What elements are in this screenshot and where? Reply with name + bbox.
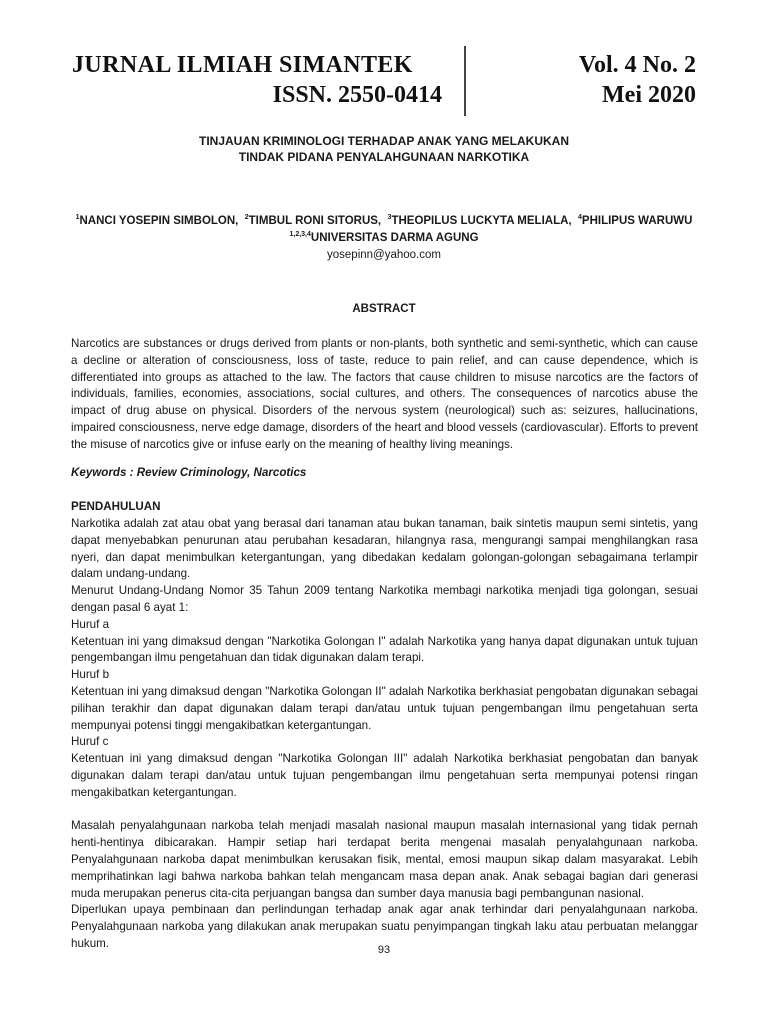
paragraph: Menurut Undang-Undang Nomor 35 Tahun 2009 tentang Narkotika membagi narkotika menjadi tiga golongan, sesuai dengan pasal 6 ayat 1:	[71, 584, 698, 614]
title-line-1: TINJAUAN KRIMINOLOGI TERHADAP ANAK YANG MELAKUKAN	[198, 134, 569, 148]
paragraph: Narkotika adalah zat atau obat yang berasal dari tanaman atau bukan tanaman, baik sintetis maupun semi sintetis, yang dapat menyebabkan penurunan atau perubahan kesadaran, hilangnya rasa, mengurangi sampai menghilangkan rasa nyeri, dan dapat menimbulkan ketergantungan, yang dibedakan kedalam golongan-golongan sebagaimana terlampir dalam undang-undang.	[71, 517, 698, 581]
author-email: yosepinn@yahoo.com	[327, 249, 441, 261]
paragraph: Masalah penyalahgunaan narkoba telah menjadi masalah nasional maupun masalah internasional yang tidak pernah henti-hentinya dibicarakan. Hampir setiap hari terdapat berita mengenai masalah penyalahgunaan narkoba. Penyalahgunaan narkoba dapat menimbulkan kerusakan fisik, mental, emosi maupun sikap dalam masyarakat. Lebih memprihatinkan lagi bahwa narkoba bahkan telah mengancam masa depan anak. Anak sebagai bagian dari generasi muda merupakan penerus cita-cita perjuangan bangsa dan sumber daya manusia bagi pembangunan nasional.	[71, 819, 698, 900]
keywords: Keywords : Review Criminology, Narcotics	[71, 466, 307, 479]
paragraph: Huruf a	[71, 617, 110, 631]
paragraph: Ketentuan ini yang dimaksud dengan "Narkotika Golongan III" adalah Narkotika berkhasiat pengobatan dan banyak digunakan dalam terapi dan/atau untuk tujuan pengembangan ilmu pengetahuan serta mempunyai potensi ringan mengakibatkan ketergantungan.	[71, 752, 698, 799]
author-list	[70, 213, 698, 229]
journal-name: JURNAL ILMIAH SIMANTEK	[72, 52, 413, 78]
journal-header-left	[72, 50, 442, 110]
title-line-2: TINDAK PIDANA PENYALAHGUNAAN NARKOTIKA	[238, 150, 530, 164]
author-4-sup: 4	[578, 214, 582, 222]
author-3-sup: 3	[387, 214, 392, 222]
author-1: NANCI YOSEPIN SIMBOLON,	[79, 215, 239, 227]
paragraph: Huruf c	[71, 735, 109, 749]
author-4: PHILIPUS WARUWU	[581, 215, 693, 227]
author-2-sup: 2	[244, 214, 249, 222]
affiliation-sup: 1,2,3,4	[289, 231, 311, 239]
paragraph: Diperlukan upaya pembinaan dan perlindungan terhadap anak agar anak terhindar dari penyalahgunaan narkoba. Penyalahgunaan narkoba yang dilakukan anak merupakan suatu penyimpangan tingkah laku atau perbuatan melanggar hukum.	[71, 903, 698, 950]
header-divider	[464, 46, 466, 116]
paragraph: Ketentuan ini yang dimaksud dengan "Narkotika Golongan I" adalah Narkotika yang hanya dapat digunakan untuk tujuan pengembangan ilmu pengetahuan dan tidak digunakan dalam terapi.	[71, 634, 698, 665]
abstract-text: Narcotics are substances or drugs derived from plants or non-plants, both synthetic and semi-synthetic, which can cause a decline or alteration of consciousness, loss of taste, reduce to pain relief, and can cause dependence, which is differentiated into groups as attached to the law. The factors that cause children to misuse narcotics are the factors of individuals, families, economies, associations, social cultures, and others. The consequences of narcotics abuse the impact of drug abuse on physical. Disorders of the nervous system (neurological) such as: seizures, hallucinations, impaired consciousness, nerve edge damage, disorders of the heart and blood vessels (cardiovascular). Efforts to prevent the misuse of narcotics give or infuse early on the meaning of healthy living meanings.	[71, 337, 698, 451]
paragraph: Ketentuan ini yang dimaksud dengan "Narkotika Golongan II" adalah Narkotika berkhasiat pengobatan digunakan sebagai pilihan terakhir dan dapat digunakan dalam terapi dan/atau untuk tujuan pengembangan ilmu pengetahuan serta mempunyai potensi tinggi mengakibatkan ketergantungan.	[71, 684, 698, 732]
journal-issn: ISSN. 2550-0414	[272, 82, 442, 108]
author-3: THEOPILUS LUCKYTA MELIALA,	[391, 215, 572, 227]
paragraph: Huruf b	[71, 668, 110, 682]
section-heading: PENDAHULUAN	[71, 500, 161, 513]
affiliation	[70, 230, 698, 246]
author-2: TIMBUL RONI SITORUS,	[248, 215, 382, 227]
article-title	[80, 133, 688, 165]
abstract-heading: ABSTRACT	[352, 303, 416, 315]
journal-date: Mei 2020	[602, 82, 696, 108]
journal-volume: Vol. 4 No. 2	[578, 52, 696, 78]
author-1-sup: 1	[75, 214, 80, 222]
page-number: 93	[377, 944, 391, 956]
affiliation-name: UNIVERSITAS DARMA AGUNG	[310, 232, 479, 244]
section-body	[71, 516, 698, 953]
journal-header-right	[470, 50, 696, 110]
